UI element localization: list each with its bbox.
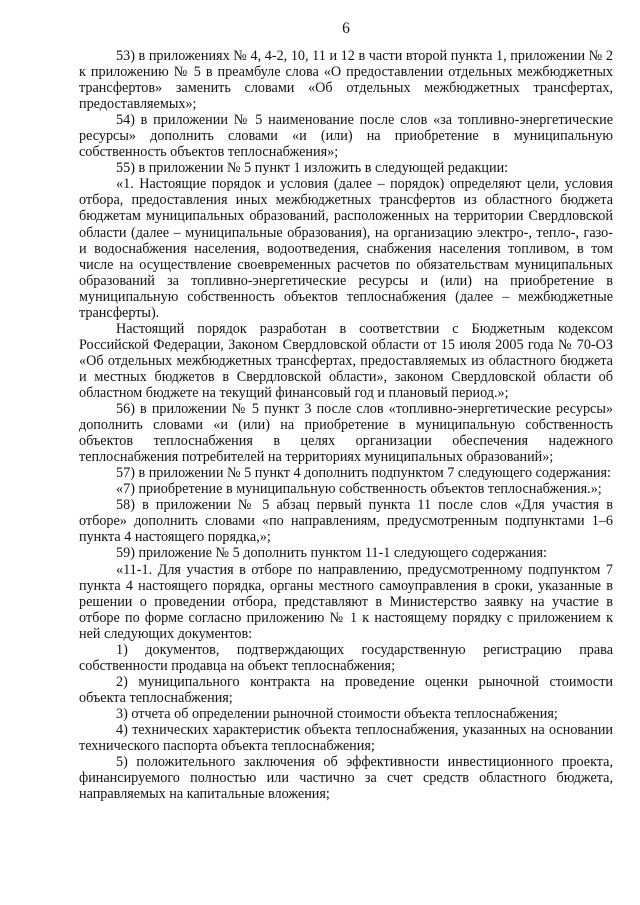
document-body xyxy=(79,48,613,802)
paragraph-56: 56) в приложении № 5 пункт 3 после слов «топливно-энергетические ресурсы» дополнить словами «и (или) на приобретение в муниципальную собственность объектов теплоснабжения в целях организации обеспечения надежного теплоснабжения потребителей на территориях муниципальных образований»; xyxy=(79,401,613,466)
paragraph-57: 57) в приложении № 5 пункт 4 дополнить подпунктом 7 следующего содержания: xyxy=(116,465,611,482)
list-item-3: 3) отчета об определении рыночной стоимости объекта теплоснабжения; xyxy=(116,705,558,722)
paragraph-quote-1: «1. Настоящие порядок и условия (далее – порядок) определяют цели, условия отбора, предоставления иных межбюджетных трансфертов из областного бюджета бюджетам муниципальных образований, расположенных на территории Свердловской области (далее – муниципальные образования), на организацию электро-, тепло-, газо- и водоснабжения населения, водоотведения, снабжения населения топливом, в том числе на осуществление своевременных расчетов по обязательствам муниципальных образований за топливно-энергетические ресурсы и (или) на приобретение в муниципальную собственность объектов теплоснабжения (далее – межбюджетные трансферты). xyxy=(79,176,613,321)
list-item-5: 5) положительного заключения об эффективности инвестиционного проекта, финансируемого полностью или частично за счет средств областного бюджета, направляемых на капитальные вложения; xyxy=(79,754,613,803)
paragraph-procedure-basis: Настоящий порядок разработан в соответствии с Бюджетным кодексом Российской Федерации, Законом Свердловской области от 15 июля 2005 года № 70-ОЗ «Об отдельных межбюджетных трансфертах, предоставляемых из областного бюджета и местных бюджетов в Свердловской области», законом Свердловской области об областном бюджете на текущий финансовый год и плановый период.»; xyxy=(79,320,613,401)
paragraph-54: 54) в приложении № 5 наименование после слов «за топливно-энергетические ресурсы» дополнить словами «и (или) на приобретение в муниципальную собственность объектов теплоснабжения»; xyxy=(79,112,613,161)
list-item-2: 2) муниципального контракта на проведение оценки рыночной стоимости объекта теплоснабжения; xyxy=(79,673,613,706)
paragraph-55: 55) в приложении № 5 пункт 1 изложить в следующей редакции: xyxy=(116,160,509,177)
list-item-4: 4) технических характеристик объекта теплоснабжения, указанных на основании технического паспорта объекта теплоснабжения; xyxy=(79,721,613,755)
paragraph-53: 53) в приложениях № 4, 4-2, 10, 11 и 12 в части второй пункта 1, приложении № 2 к приложению № 5 в преамбуле слова «О предоставлении отдельных межбюджетных трансфертов» заменить словами «Об отдельных межбюджетных трансфертах, предоставляемых»; xyxy=(79,48,613,113)
paragraph-quote-7: «7) приобретение в муниципальную собственность объектов теплоснабжения.»; xyxy=(116,481,602,498)
paragraph-quote-11-1: «11-1. Для участия в отборе по направлению, предусмотренному подпунктом 7 пункта 4 настоящего порядка, органы местного самоуправления в сроки, указанные в решении о проведении отбора, представляют в Министерство заявку на участие в отборе по форме согласно приложению № 1 к настоящему порядку с приложением к ней следующих документов: xyxy=(79,561,613,642)
paragraph-59: 59) приложение № 5 дополнить пунктом 11-1 следующего содержания: xyxy=(116,545,547,562)
page-number: 6 xyxy=(342,20,350,37)
paragraph-58: 58) в приложении № 5 абзац первый пункта 11 после слов «Для участия в отборе» дополнить словами «по направлениям, предусмотренным подпунктами 1–6 пункта 4 настоящего порядка,»; xyxy=(79,497,613,546)
list-item-1: 1) документов, подтверждающих государственную регистрацию права собственности продавца на объект теплоснабжения; xyxy=(79,641,613,674)
